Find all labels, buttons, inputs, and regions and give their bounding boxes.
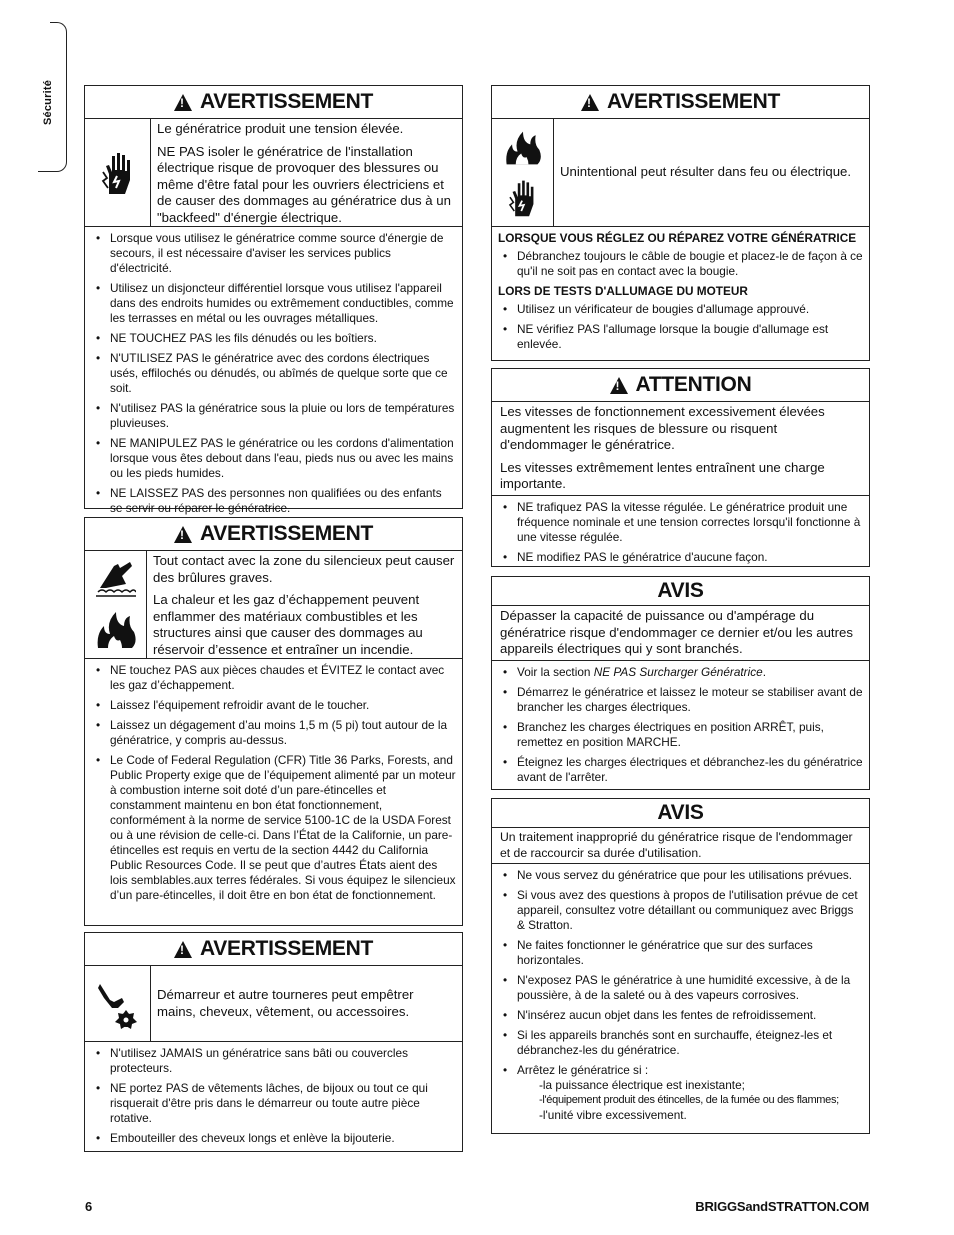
list-item: • N'utilisez PAS la génératrice sous la pluie ou lors de températures pluvieuses. [93,401,456,431]
warning-header: ! AVERTISSEMENT [85,518,462,551]
list-item: • NE TOUCHEZ PAS les fils dénudés ou les boîtiers. [93,331,456,346]
bullet-list [492,496,869,574]
list-item: • N'insérez aucun objet dans les fentes de refroidissement. [500,1008,863,1023]
warning-electrical [84,85,463,515]
sub-item: -l'unité vibre excessivement. [539,1108,687,1122]
intro-text: Un traitement inapproprié du génératrice risque de l'endommager et de raccourcir sa durée d'utilisation. [500,830,853,860]
entanglement-hand-icon [85,966,151,1041]
warning-header: ! AVERTISSEMENT [492,86,869,119]
bullet-list [492,864,869,1127]
section-reference: NE PAS Surcharger Génératrice [593,664,763,679]
warning-hot-surface [84,517,463,926]
sub-item: -l'équipement produit des étincelles, de la fumée ou des flammes; [539,1094,839,1106]
list-item: • Démarrez le génératrice et laissez le moteur se stabiliser avant de brancher les charges électriques. [500,685,863,715]
warning-header: ! AVERTISSEMENT [85,86,462,119]
list-item: • Débranchez toujours le câble de bougie et placez-le de façon à ce qu'il ne soit pas en contact avec la bougie. [500,249,863,279]
notice-handling [491,798,870,1134]
list-item: • Si les appareils branchés sont en surchauffe, éteignez-les et débranchez-les du génératrice. [500,1028,863,1058]
warning-triangle-icon [581,94,599,111]
list-item: • Si vous avez des questions à propos de l'utilisation prévue de cet appareil, consultez votre détaillant ou communiquez avec Briggs & Stratton. [500,888,863,933]
warning-entanglement [84,932,463,1152]
warning-triangle-icon [174,941,192,958]
list-item: • NE touchez PAS aux pièces chaudes et ÉVITEZ le contact avec les gaz d’échappement. [93,663,456,693]
list-item: • Ne vous servez du génératrice que pour les utilisations prévues. [500,868,863,883]
notice-header: AVIS [492,577,869,606]
bullet-list [492,247,869,279]
subheading: LORS DE TESTS D'ALLUMAGE DU MOTEUR [498,284,748,298]
fire-icon [501,128,545,168]
page-number: 6 [85,1199,93,1214]
electric-shock-hand-icon [85,119,151,226]
subheading: LORSQUE VOUS RÉGLEZ OU RÉPAREZ VOTRE GÉNÉRATRICE [498,231,857,245]
intro-text: Démarreur et autre tourneres peut empêtrer mains, cheveux, vêtement, ou accessoires. [157,987,414,1019]
list-item: • N'UTILISEZ PAS le génératrice avec des cordons électriques usés, effilochés ou dénudés, ou abîmés de quelque sorte que ce soit. [93,351,456,396]
bullet-list [492,300,869,361]
intro-text: Dépasser la capacité de puissance ou d'ampérage du génératrice risque d'endommager ce dernier et/ou les autres appareils électriques qui y sont branchés. [500,608,853,656]
bullet-list [85,1042,462,1155]
bullet-list [85,227,462,525]
warning-header: ! AVERTISSEMENT [85,933,462,966]
bullet-list [492,661,869,794]
website-link[interactable]: BRIGGSandSTRATTON.COM [695,1199,869,1214]
intro-text: NE PAS isoler le génératrice de l'installation électrique risque de provoquer des blessures ou même d'être fatal pour les ouvriers électriciens et de causer des dommages au génératrice dus à un "backfeed" d'énergie électrique. [157,143,451,225]
caution-header: ! ATTENTION [492,369,869,402]
bullet-list [85,659,462,912]
list-item: • Embouteiller des cheveux longs et enlève la bijouterie. [93,1131,456,1146]
list-item: • NE modifiez PAS le génératrice d'aucune façon. [500,550,863,565]
electric-shock-hand-icon [506,178,540,218]
list-item: • N'utilisez JAMAIS un génératrice sans bâti ou couvercles protecteurs. [93,1046,456,1076]
intro-text: Les vitesses de fonctionnement excessivement élevées augmentent les risques de blessure ou risquent d'endommager le génératrice. [500,404,825,452]
list-item: • Laissez l'équipement refroidir avant de le toucher. [93,698,456,713]
warning-triangle-icon [610,377,628,394]
list-item: • Arrêtez le génératrice si : -la puissance électrique est inexistante; -l'équipement produit des étincelles, de la fumée ou des flammes; -l'unité vibre excessivement. [500,1063,863,1123]
list-item: • Utilisez un disjoncteur différentiel lorsque vous utilisez l'appareil dans des endroits humides ou extrêmement conductibles, comme les terrasses en métal ou les ouvrages métalliques. [93,281,456,326]
fire-icon [94,608,138,652]
intro-text: Tout contact avec la zone du silencieux peut causer des brûlures graves. [153,553,455,585]
list-item: • NE MANIPULEZ PAS le génératrice ou les cordons d'alimentation lorsque vous êtes debout dans l'eau, pieds nus ou avec les mains ou les pieds humides. [93,436,456,481]
intro-text: Unintentional peut résulter dans feu ou électrique. [560,164,852,180]
caution-speed [491,368,870,567]
intro-text: Le génératrice produit une tension élevée. [157,121,404,136]
intro-text: Les vitesses extrêmement lentes entraînent une charge importante. [500,459,825,491]
list-item: • Branchez les charges électriques en position ARRÊT, puis, remettez en position MARCHE. [500,720,863,750]
notice-header: AVIS [492,799,869,828]
list-item: • NE vérifiez PAS l'allumage lorsque la bougie d'allumage est enlevée. [500,322,863,352]
hot-surface-icon [96,558,136,598]
list-item: • NE LAISSEZ PAS des personnes non qualifiées ou des enfants se servir ou réparer le génératrice. [93,486,456,516]
warning-triangle-icon [174,94,192,111]
sub-item: -la puissance électrique est inexistante; [539,1078,745,1092]
intro-text: La chaleur et les gaz d’échappement peuvent enflammer des matériaux combustibles et les structures ainsi que causer des dommages au réservoir d’essence et entraîner un incendie. [153,592,423,657]
list-item: • Le Code of Federal Regulation (CFR) Title 36 Parks, Forests, and Public Property exige que de l’équipement alimenté par un moteur à combustion interne soit doté d’un pare-étincelles et constamment maintenu en bon état fonctionnement, conformément à la norme de service 5100-1C de la USDA Forest ou à une révision de celle-ci. Dans l’État de la Californie, un pare-étincelles est requis en vertu de la section 4442 du California Public Resources Code. Il se peut que d’autres États aient des lois semblables.aux terres fédérales. Si vous équipez le silencieux d’un pare-étincelles, il doit être en bon état de fonctionnement. [93,753,456,903]
warning-fire-electric [491,85,870,361]
list-item: • N'exposez PAS le génératrice à une humidité excessive, à de la poussière, à de la saleté ou à des vapeurs corrosives. [500,973,863,1003]
notice-overload [491,576,870,790]
list-item: • NE portez PAS de vêtements lâches, de bijoux ou tout ce qui risquerait d'être pris dans le démarreur ou toute autre pièce rotative. [93,1081,456,1126]
list-item: • Ne faites fonctionner le génératrice que sur des surfaces horizontales. [500,938,863,968]
list-item: • NE trafiquez PAS la vitesse régulée. Le génératrice produit une fréquence nominale et une tension correctes lorsqu'il fonctionne à une vitesse régulée. [500,500,863,545]
section-tab-label: Sécurité [42,79,54,125]
list-item: • Éteignez les charges électriques et débranchez-les du génératrice avant de l'arrêter. [500,755,863,785]
list-item: • Laissez un dégagement d’au moins 1,5 m (5 pi) tout autour de la génératrice, y compris au-dessus. [93,718,456,748]
warning-triangle-icon [174,526,192,543]
list-item: • Voir la section NE PAS Surcharger Génératrice. [500,665,863,680]
list-item: • Utilisez un vérificateur de bougies d'allumage approuvé. [500,302,863,317]
list-item: • Lorsque vous utilisez le génératrice comme source d'énergie de secours, il est nécessaire d'aviser les services publics d'électricité. [93,231,456,276]
